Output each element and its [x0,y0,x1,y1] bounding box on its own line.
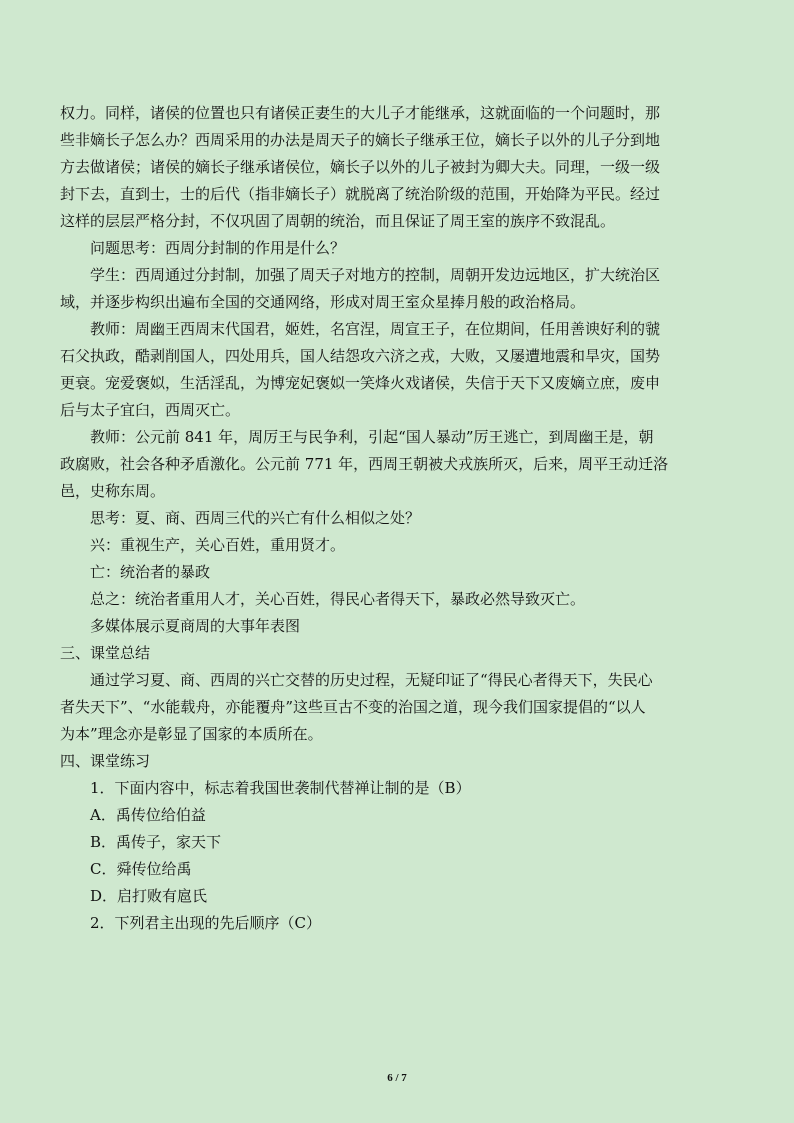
paragraph-line: 这样的层层严格分封，不仅巩固了周朝的统治，而且保证了周王室的族序不致混乱。 [60,212,616,230]
paragraph-line: 方去做诸侯；诸侯的嫡长子继承诸侯位，嫡长子以外的儿子被封为卿大夫。同理，一级一级 [60,158,661,176]
paragraph-line: 多媒体展示夏商周的大事年表图 [90,617,301,635]
document-body [60,100,740,937]
paragraph-line: 教师：周幽王西周末代国君，姬姓，名宫涅，周宣王子，在位期间，任用善谀好利的虢 [90,320,661,338]
exercise-option: B．禹传子，家天下 [90,833,222,851]
page-number: 6 / 7 [387,1072,407,1084]
paragraph-line: 为本”理念亦是彰显了国家的本质所在。 [60,725,323,743]
paragraph-line: 兴：重视生产，关心百姓，重用贤才。 [90,536,346,554]
paragraph-line: 政腐败，社会各种矛盾激化。公元前 771 年，西周王朝被犬戎族所灭，后来，周平王动迁洛 [60,455,669,473]
paragraph-line: 总之：统治者重用人才，关心百姓，得民心者得天下，暴政必然导致灭亡。 [90,590,586,608]
paragraph-line: 后与太子宜臼，西周灭亡。 [60,401,241,419]
paragraph-line: 石父执政，酷剥削国人，四处用兵，国人结怨攻六济之戎，大败，又屡遭地震和旱灾，国势 [60,347,661,365]
paragraph-line: 封下去，直到士，士的后代（指非嫡长子）就脱离了统治阶级的范围，开始降为平民。经过 [60,185,661,203]
paragraph-line: 教师：公元前 841 年，周厉王与民争利，引起“国人暴动”厉王逃亡，到周幽王是，朝 [90,428,654,446]
exercise-option: C．舜传位给禹 [90,860,192,878]
exercise-question: 1．下面内容中，标志着我国世袭制代替禅让制的是（B） [90,779,471,797]
question-line: 问题思考：西周分封制的作用是什么？ [90,239,346,257]
paragraph-line: 通过学习夏、商、西周的兴亡交替的历史过程，无疑印证了“得民心者得天下，失民心 [90,671,653,689]
paragraph-line: 邑，史称东周。 [60,482,166,500]
paragraph-line: 者失天下”、“水能载舟，亦能覆舟”这些亘古不变的治国之道，现今我们国家提倡的“以人 [60,698,646,716]
question-line: 思考：夏、商、西周三代的兴亡有什么相似之处？ [90,509,421,527]
exercise-question: 2．下列君主出现的先后顺序（C） [90,914,322,932]
paragraph-line: 亡：统治者的暴政 [90,563,211,581]
section-heading: 四、课堂练习 [60,752,151,770]
paragraph-line: 些非嫡长子怎么办？西周采用的办法是周天子的嫡长子继承王位，嫡长子以外的儿子分到地 [60,131,661,149]
exercise-option: A．禹传位给伯益 [90,806,206,824]
paragraph-line: 权力。同样，诸侯的位置也只有诸侯正妻生的大儿子才能继承，这就面临的一个问题时，那 [60,104,661,122]
paragraph-line: 域，并逐步构织出遍布全国的交通网络，形成对周王室众星捧月般的政治格局。 [60,293,586,311]
paragraph-line: 学生：西周通过分封制，加强了周天子对地方的控制，周朝开发边远地区，扩大统治区 [90,266,661,284]
exercise-option: D．启打败有扈氏 [90,887,208,905]
section-heading: 三、课堂总结 [60,644,151,662]
paragraph-line: 更衰。宠爱褒姒，生活淫乱，为博宠妃褒姒一笑烽火戏诸侯，失信于天下又废嫡立庶，废申 [60,374,661,392]
